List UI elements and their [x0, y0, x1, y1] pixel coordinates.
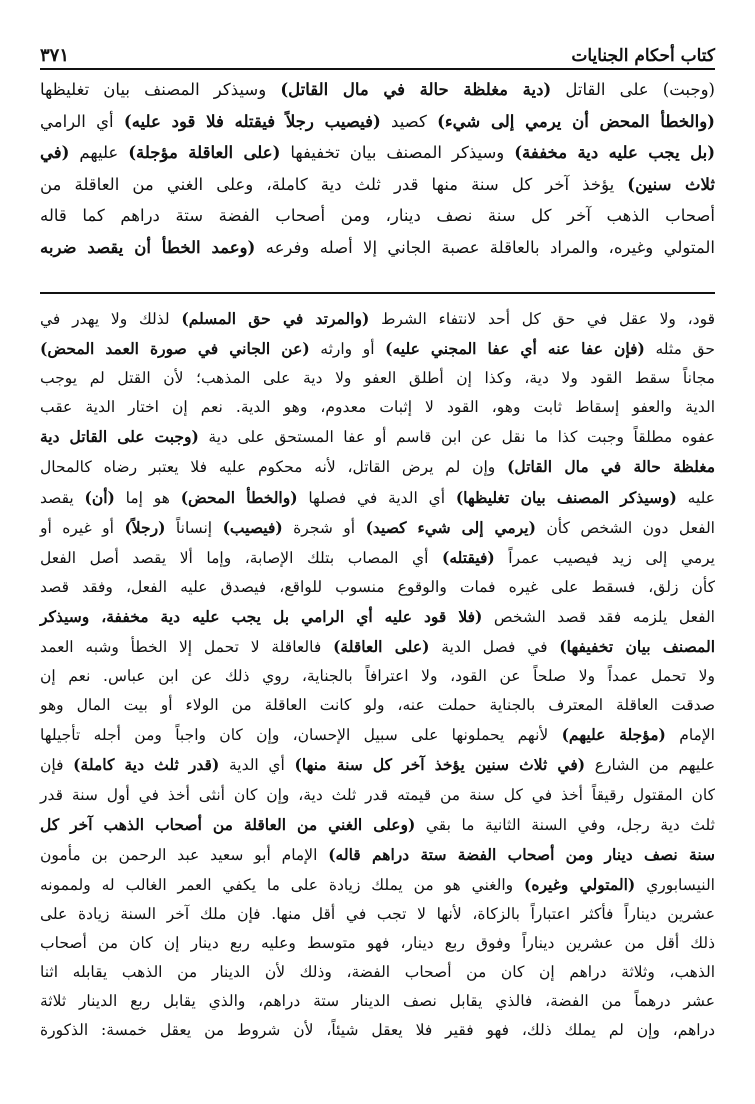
quoted-matn-segment: (فلا قود عليه أي الرامي بل يجب عليه دية مخففة، وسيذكر: [40, 606, 483, 626]
quoted-matn-segment: المصنف بيان تخفيفها): [559, 637, 716, 657]
quoted-matn-segment: (دية مغلظة حالة في مال القاتل): [280, 80, 552, 99]
quoted-matn-segment: (مؤجلة عليهم): [561, 725, 666, 745]
text-segment: حق مثله: [644, 340, 715, 359]
commentary-line: [40, 840, 715, 870]
quoted-matn-segment: (قدر ثلث دية كاملة): [73, 755, 220, 775]
commentary-line: [40, 632, 715, 662]
text-segment: الإمام: [665, 726, 715, 745]
main-text-line: [40, 106, 715, 138]
quoted-matn-segment: (وجبت على القاتل دية: [40, 427, 199, 447]
commentary-line: [40, 304, 715, 334]
quoted-matn-segment: (على العاقلة مؤجلة): [128, 143, 281, 162]
text-segment: هو إما: [114, 488, 181, 507]
commentary-line: [40, 452, 715, 482]
text-segment: وإن لم يرض القاتل، لأنه محكوم عليه فلا يعتبر رضاه كالمحال: [40, 458, 508, 477]
main-text: [40, 74, 715, 263]
commentary-line: [40, 513, 715, 543]
text-segment: في فصل الدية: [429, 638, 560, 657]
text-segment: الإمام أبو سعيد عبد الرحمن بن مأمون: [40, 845, 329, 864]
text-segment: (وجبت) على القاتل: [551, 80, 715, 99]
commentary-text: [40, 304, 715, 1045]
commentary-line: [40, 958, 715, 987]
quoted-matn-segment: (والخطأ المحض أن يرمي إلى شيء): [437, 111, 715, 131]
commentary-line: [40, 870, 715, 900]
main-text-line: [40, 137, 715, 169]
text-segment: وسيذكر المصنف بيان تخفيفها: [280, 143, 515, 162]
commentary-line: [40, 810, 715, 840]
main-text-line: [40, 74, 715, 106]
quoted-matn-segment: (وعلى الغني من العاقلة من أصحاب الذهب آخر كل: [40, 814, 416, 834]
text-segment: الذهب، وثلاثة دراهم إن كان من أصحاب الفضة، وذلك لأن الدينار من الذهب يقابله اثنا: [40, 963, 715, 982]
text-segment: المتولي وغيره، والمراد بالعاقلة عصبة الجاني إلا أصله وفرعه: [255, 237, 716, 257]
text-segment: يؤخذ آخر كل سنة منها قدر ثلث دية كاملة، وعلى الغني من العاقلة من: [40, 174, 628, 194]
quoted-matn-segment: (فيقتله): [442, 547, 495, 567]
text-segment: مجاناً سقط القود ولا دية، وكذا إن أطلق العفو ولا دية على المذهب؛ لأن القتل لم يوجب: [40, 369, 715, 388]
quoted-matn-segment: (على العاقلة): [333, 637, 430, 657]
text-segment: الفعل دون الشخص كأن: [535, 518, 715, 537]
text-segment: لأنهم يحملونها على سبيل الإحسان، وإن كان واجباً ومن أجله تأجيلها: [40, 726, 562, 745]
text-segment: أو غيره أو: [40, 518, 125, 537]
main-text-line: [40, 200, 715, 232]
quoted-matn-segment: مغلظة حالة في مال القاتل): [507, 457, 716, 477]
commentary-line: [40, 483, 715, 513]
header-divider: [40, 68, 715, 70]
commentary-line: [40, 422, 715, 452]
quoted-matn-segment: (يرمي إلى شيء كصيد): [365, 517, 536, 537]
quoted-matn-segment: (المتولي وغيره): [524, 874, 636, 894]
quoted-matn-segment: (وسيذكر المصنف بيان تغليظها): [455, 487, 677, 507]
commentary-line: [40, 691, 715, 720]
text-segment: عفوه مطلقاً وجبت كذا ما نقل عن ابن قاسم أو عفا المستحق على دية: [198, 428, 715, 447]
commentary-line: [40, 987, 715, 1016]
text-segment: عليه: [676, 488, 716, 507]
text-segment: فإن: [40, 756, 74, 775]
text-segment: الفعل يلزمه فقد قصد الشخص: [482, 607, 715, 626]
running-header: [40, 36, 715, 66]
quoted-matn-segment: (عن الجاني في صورة العمد المحض): [40, 339, 310, 359]
commentary-line: [40, 929, 715, 958]
text-segment: يقصد: [40, 488, 85, 507]
quoted-matn-segment: (والمرتد في حق المسلم): [181, 309, 370, 328]
commentary-line: [40, 662, 715, 691]
text-segment: دراهم، وإن لم يملك ذلك، فهو فقير فلا يعقل شيئاً، لأن شروط من يعقل خمسة: الذكورة: [40, 1021, 715, 1040]
text-segment: النيسابوري: [635, 875, 715, 894]
chapter-title: كتاب أحكام الجنايات: [571, 46, 715, 66]
commentary-line: [40, 393, 715, 422]
quoted-matn-segment: (بل يجب عليه دية مخففة): [514, 143, 716, 162]
text-segment: كأن زلق، فسقط على غيره فمات والوقوع منسوب للواقع، فيصدق عليه الفعل، وفقد قصد: [40, 577, 715, 596]
commentary-line: [40, 781, 715, 810]
text-segment: عشر درهماً من الفضة، فالذي يقابل نصف الدينار ستة دراهم، والذي يقابل ربع الدينار ثلاثة: [40, 992, 715, 1011]
text-segment: أو وارثه: [309, 340, 386, 359]
quoted-matn-segment: (فيصيب): [222, 517, 283, 537]
commentary-line: [40, 1016, 715, 1045]
text-segment: عليهم: [69, 143, 129, 162]
text-segment: أي الرامي: [40, 111, 124, 131]
text-segment: إنساناً: [165, 518, 223, 537]
commentary-line: [40, 334, 715, 364]
commentary-line: [40, 543, 715, 573]
text-segment: لذلك ولا يهدر في: [40, 310, 182, 328]
text-segment: أو شجرة: [282, 518, 366, 537]
text-segment: أصحاب الذهب آخر كل سنة نصف دينار، ومن أصحاب الفضة ستة دراهم كما قاله: [40, 206, 715, 225]
text-segment: صدقت العاقلة المعترف بالجناية حملت عنه، ولو كانت العاقلة من الولاء أو بيت المال وهو: [40, 696, 715, 715]
main-text-line: [40, 232, 715, 264]
quoted-matn-segment: (في: [40, 143, 70, 162]
text-segment: يرمي إلى زيد فيصيب عمراً: [494, 548, 715, 567]
quoted-matn-segment: (أن): [84, 487, 115, 507]
quoted-matn-segment: (وعمد الخطأ أن يقصد ضربه: [40, 237, 256, 257]
text-segment: والغني هو من يملك زيادة على ما يكفي العمر الغالب له ولممونه: [40, 875, 525, 894]
commentary-line: [40, 750, 715, 780]
text-segment: عليهم من الشارع: [585, 756, 715, 775]
page-number: ٣٧١: [40, 45, 70, 66]
text-segment: أي المصاب بتلك الإصابة، وإما ألا يقصد أصل الفعل: [40, 548, 443, 567]
quoted-matn-segment: (فإن عفا عنه أي عفا المجني عليه): [385, 339, 645, 359]
main-text-line: [40, 169, 715, 201]
text-segment: وسيذكر المصنف بيان تغليظها: [40, 80, 281, 99]
commentary-line: [40, 900, 715, 929]
text-segment: عشرين ديناراً فأكثر اعتباراً بالزكاة، لأنها لا تجب في أقل منها. فإن ملك آخر السنة زيادة على: [40, 904, 715, 923]
text-segment: ولا تحمل عمداً ولا صلحاً عن القود، ولا اعترافاً بالجناية، روي ذلك عن ابن عباس. نعم إن: [40, 667, 715, 686]
commentary-line: [40, 573, 715, 602]
commentary-divider: [40, 292, 715, 294]
quoted-matn-segment: ثلاث سنين): [627, 174, 715, 194]
quoted-matn-segment: (في ثلاث سنين يؤخذ آخر كل سنة منها): [294, 755, 586, 775]
text-segment: أي الدية في فصلها: [297, 488, 456, 507]
text-segment: الدية والعفو إسقاط ثابت وهو، القود لا إثبات معدوم، وهو الدية. نعم إن اختار الدية عقب: [40, 398, 715, 417]
commentary-line: [40, 364, 715, 393]
quoted-matn-segment: (فيصيب رجلاً فيقتله فلا قود عليه): [123, 111, 381, 131]
text-segment: كصيد: [380, 111, 438, 131]
quoted-matn-segment: سنة نصف دينار ومن أصحاب الفضة ستة دراهم قاله): [328, 844, 716, 864]
text-segment: كان المقتول رقيقاً أخذ في كل سنة من قيمته قدر ثلث دية، وإن كان أنثى أخذ في أول سنة قدر: [40, 785, 715, 804]
commentary-line: [40, 602, 715, 632]
text-segment: فالعاقلة لا تحمل إلا الخطأ وشبه العمد: [40, 638, 334, 657]
commentary-line: [40, 720, 715, 750]
quoted-matn-segment: (والخطأ المحض): [180, 487, 298, 507]
text-segment: قود، ولا عقل في حق كل أحد لانتفاء الشرط: [369, 310, 715, 328]
quoted-matn-segment: (رجلاً): [124, 517, 166, 537]
text-segment: ثلث دية رجل، وفي السنة الثانية ما بقي: [415, 815, 715, 834]
text-segment: ذلك أقل من عشرين ديناراً وفوق ربع دينار، فهو متوسط وعليه ربع دينار إن كان من أصحاب: [40, 933, 715, 952]
text-segment: أي الدية: [219, 756, 295, 775]
